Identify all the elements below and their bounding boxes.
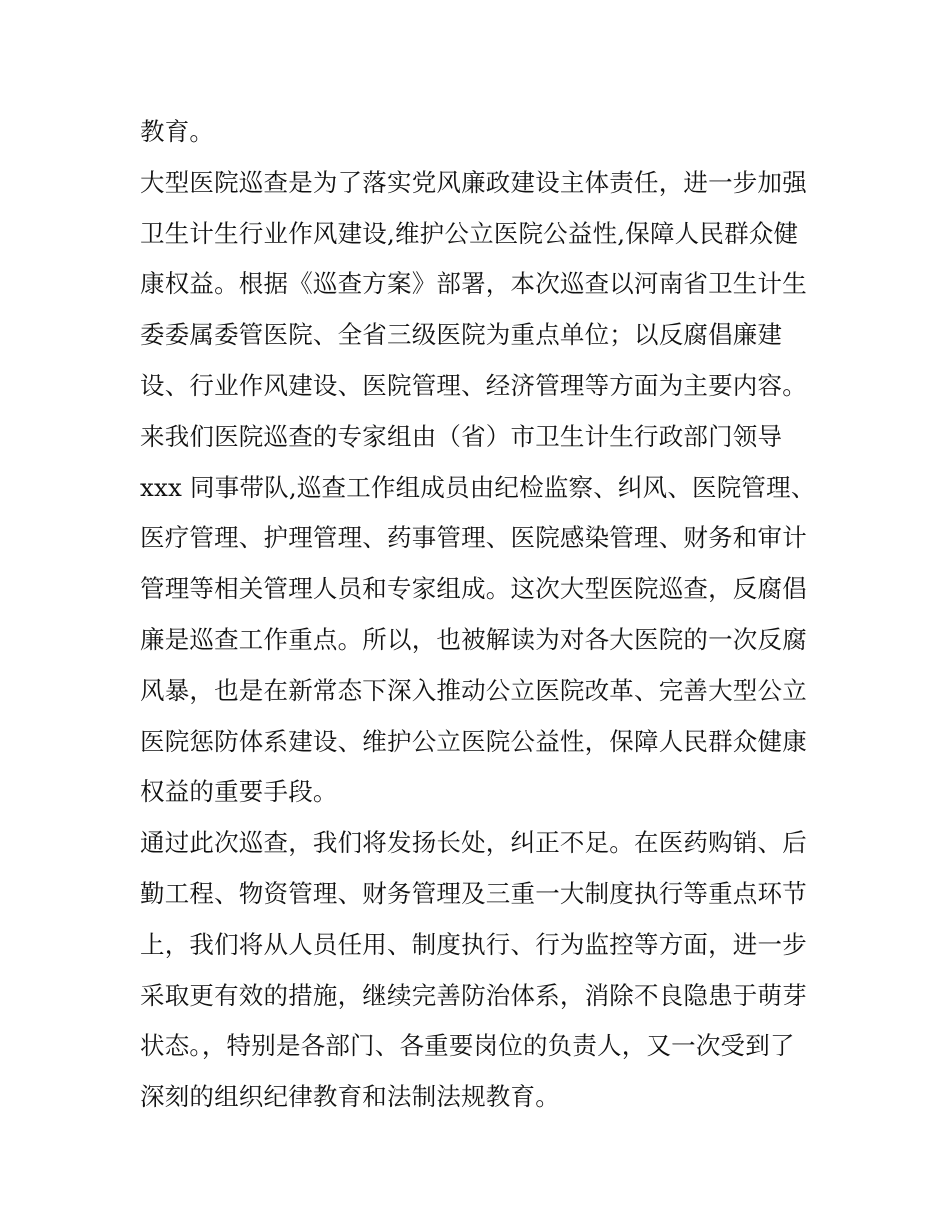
text-line: 风暴，也是在新常态下深入推动公立医院改革、完善大型公立	[140, 675, 807, 705]
text-line: 教育。	[140, 117, 215, 146]
text-line: xxx 同事带队,巡查工作组成员由纪检监察、纠风、医院管理、	[140, 472, 816, 502]
text-line: 状态。，特别是各部门、各重要岗位的负责人，又一次受到了	[140, 1031, 795, 1061]
text-line: 委委属委管医院、全省三级医院为重点单位；以反腐倡廉建	[140, 320, 783, 350]
text-line: 大型医院巡查是为了落实党风廉政建设主体责任，进一步加强	[140, 167, 807, 197]
text-line: 医院惩防体系建设、维护公立医院公益性，保障人民群众健康	[140, 726, 807, 756]
text-line: 勤工程、物资管理、财务管理及三重一大制度执行等重点环节	[140, 878, 807, 908]
text-line: 廉是巡查工作重点。所以，也被解读为对各大医院的一次反腐	[140, 624, 807, 654]
text-line: 设、行业作风建设、医院管理、经济管理等方面为主要内容。	[140, 370, 807, 400]
text-line: 管理等相关管理人员和专家组成。这次大型医院巡查，反腐倡	[140, 574, 807, 604]
body-text	[140, 107, 830, 1123]
text-line: 医疗管理、护理管理、药事管理、医院感染管理、财务和审计	[140, 523, 807, 553]
text-line: 深刻的组织纪律教育和法制法规教育。	[140, 1082, 560, 1112]
text-line: 采取更有效的措施，继续完善防治体系，消除不良隐患于萌芽	[140, 980, 807, 1010]
text-line: 上，我们将从人员任用、制度执行、行为监控等方面，进一步	[140, 929, 807, 959]
text-line: 康权益。根据《巡查方案》部署，本次巡查以河南省卫生计生	[140, 269, 807, 299]
text-line: 权益的重要手段。	[140, 777, 338, 807]
text-line: 通过此次巡查，我们将发扬长处，纠正不足。在医药购销、后	[140, 828, 807, 858]
text-line: 来我们医院巡查的专家组由（省）市卫生计生行政部门领导	[140, 421, 783, 451]
text-line: 卫生计生行业作风建设,维护公立医院公益性,保障人民群众健	[140, 218, 799, 248]
